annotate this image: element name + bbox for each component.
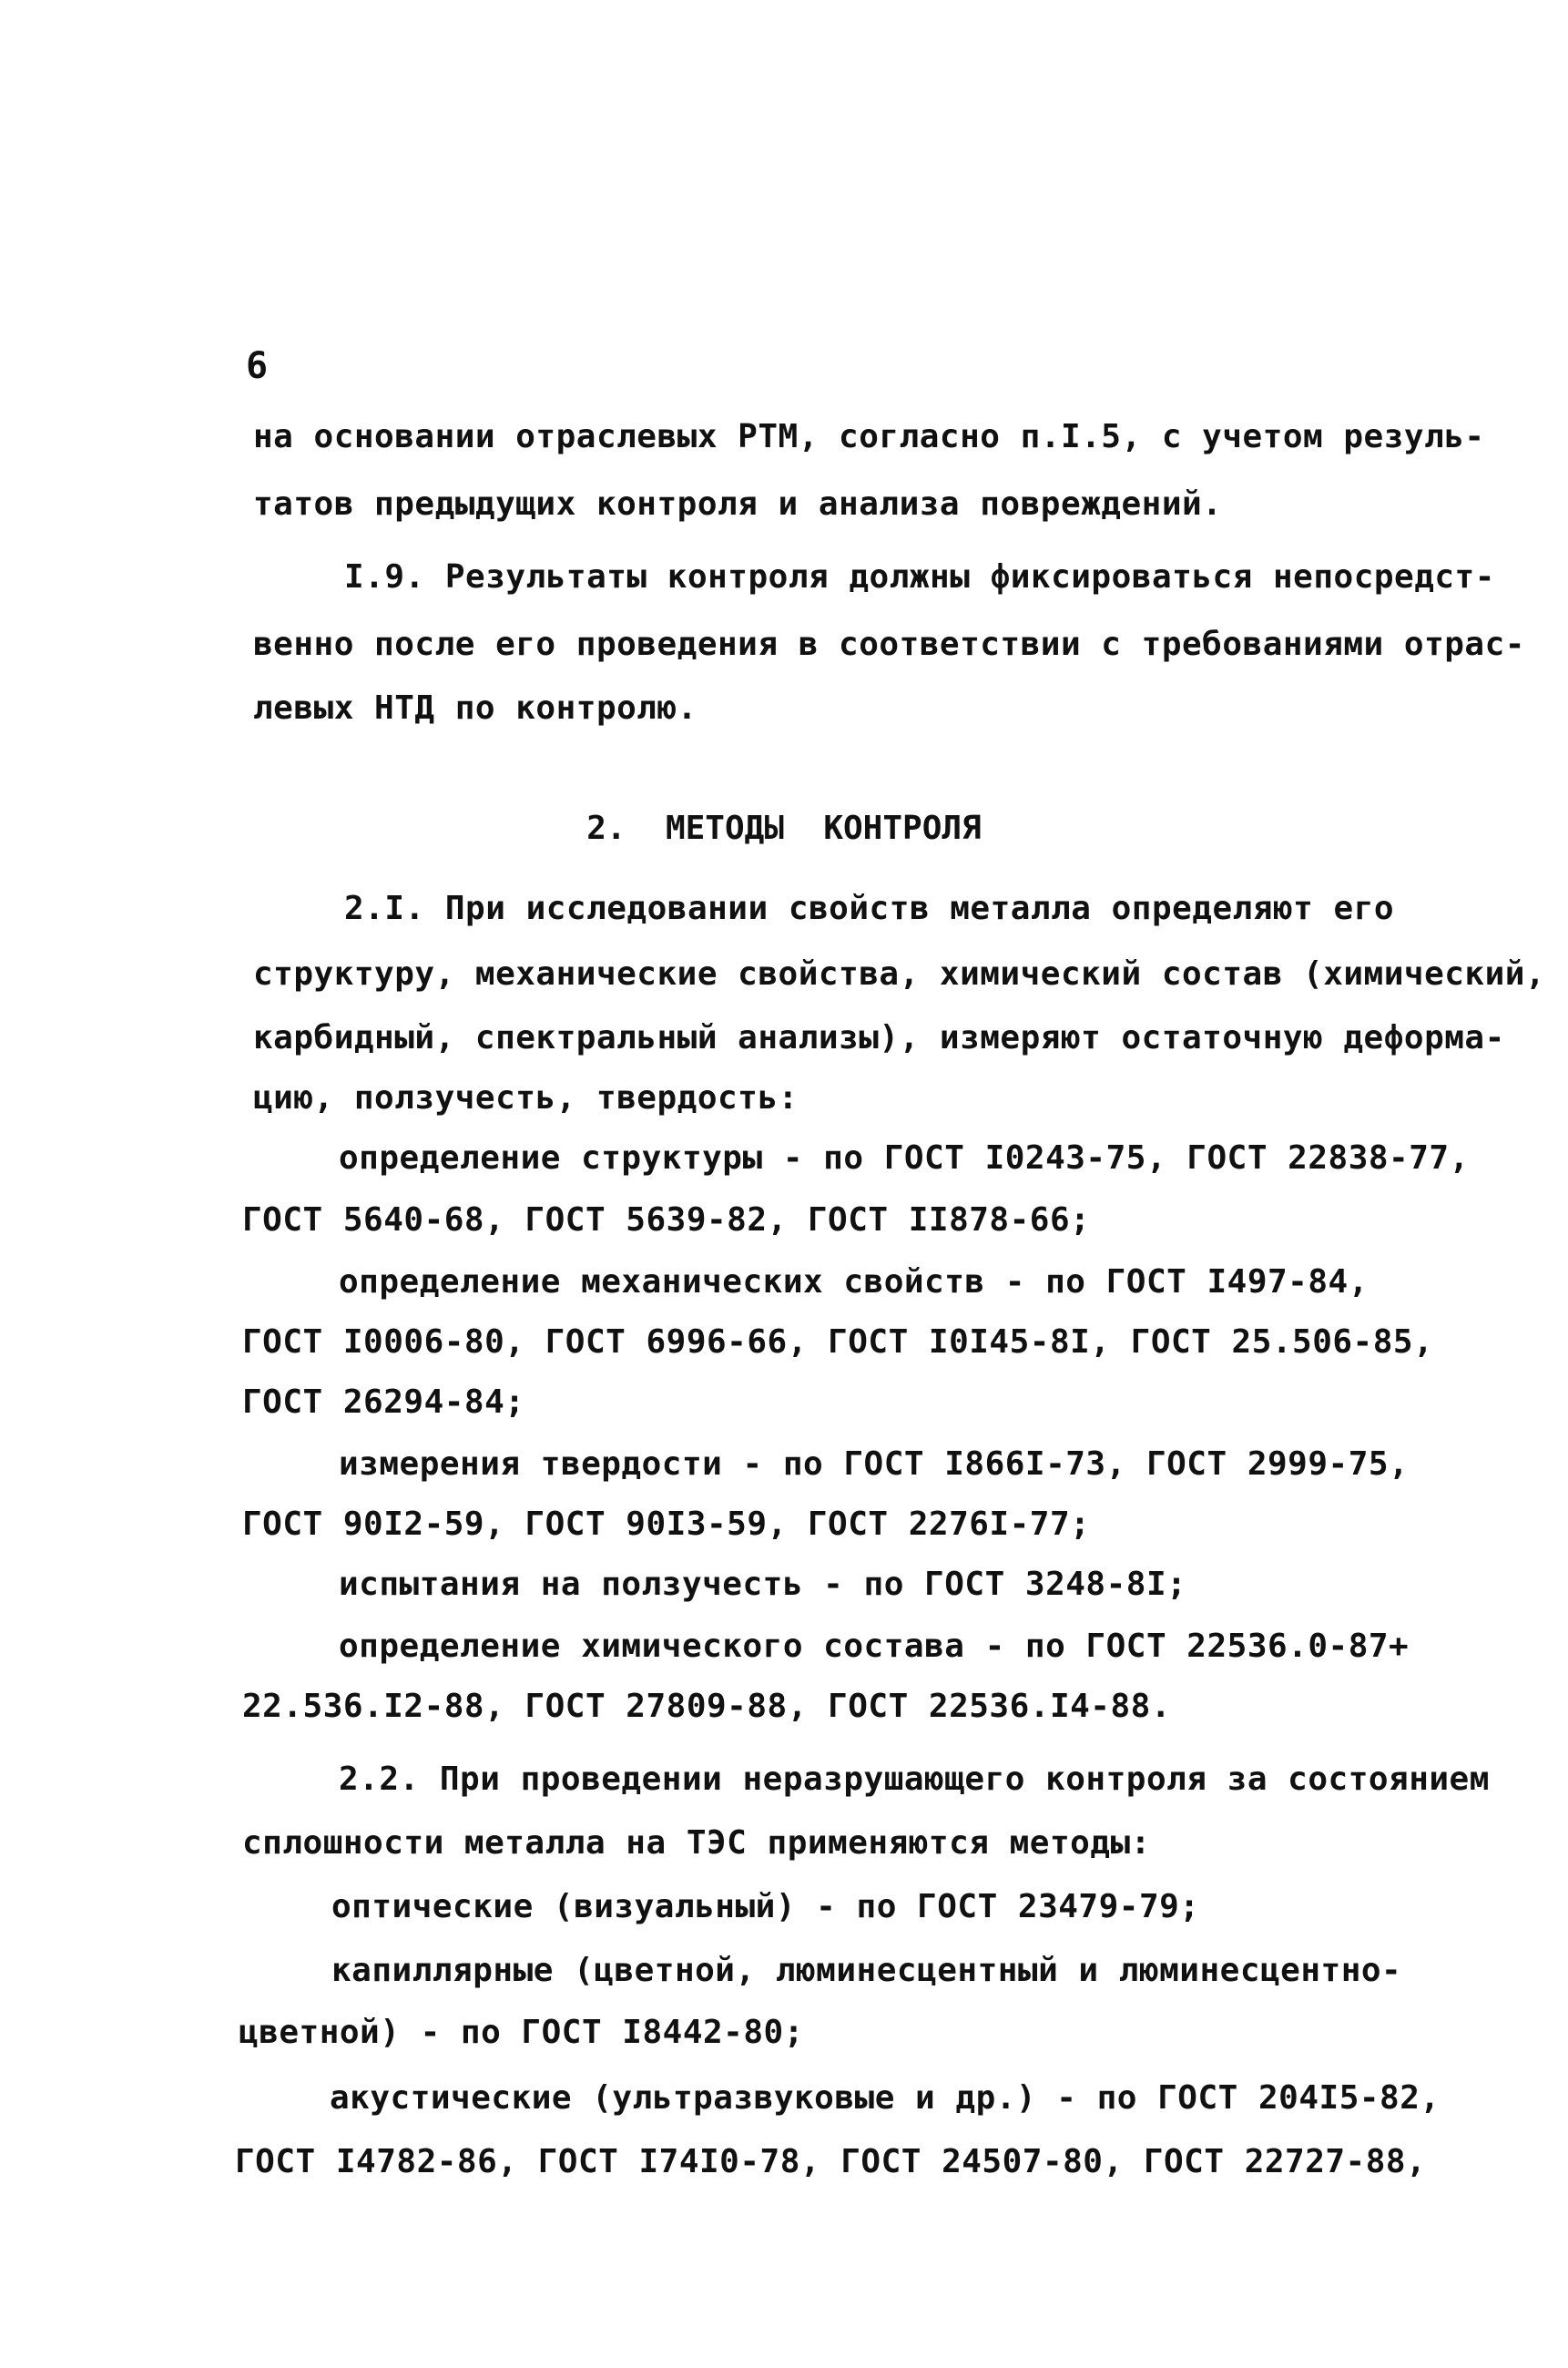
text-line: карбидный, спектральный анализы), измеряют остаточную деформа-	[253, 1019, 1505, 1056]
text-line: цию, ползучесть, твердость:	[253, 1079, 799, 1117]
text-line: на основании отраслевых РТМ, согласно п.I.5, с учетом резуль-	[253, 418, 1485, 455]
text-line: ГОСТ I0006-80, ГОСТ 6996-66, ГОСТ I0I45-8I, ГОСТ 25.506-85,	[242, 1323, 1434, 1361]
text-line: ГОСТ 5640-68, ГОСТ 5639-82, ГОСТ II878-66;	[242, 1201, 1091, 1239]
text-line: татов предыдущих контроля и анализа повреждений.	[253, 485, 1223, 523]
text-line: сплошности металла на ТЭС применяются методы:	[242, 1824, 1151, 1862]
list-item-line: испытания на ползучесть - по ГОСТ 3248-8I;	[339, 1566, 1187, 1603]
list-item-line: оптические (визуальный) - по ГОСТ 23479-79;	[331, 1888, 1200, 1925]
text-line: ГОСТ I4782-86, ГОСТ I74I0-78, ГОСТ 24507-80, ГОСТ 22727-88,	[235, 2143, 1427, 2180]
text-line: структуру, механические свойства, химический состав (химический,	[253, 955, 1546, 993]
section-heading: 2. МЕТОДЫ КОНТРОЛЯ	[586, 810, 982, 847]
page-number: 6	[246, 345, 269, 387]
paragraph-1-9-line: I.9. Результаты контроля должны фиксироваться непосредст-	[344, 558, 1495, 596]
paragraph-2-2-line: 2.2. При проведении неразрушающего контроля за состоянием	[339, 1761, 1490, 1798]
text-line: венно после его проведения в соответствии с требованиями отрас-	[253, 626, 1525, 663]
text-line: ГОСТ 90I2-59, ГОСТ 90I3-59, ГОСТ 2276I-77;	[242, 1506, 1091, 1543]
list-item-line: определение химического состава - по ГОСТ 22536.0-87+	[339, 1628, 1410, 1665]
text-line: цветной) - по ГОСТ I8442-80;	[239, 2014, 804, 2051]
list-item-line: определение механических свойств - по ГОСТ I497-84,	[339, 1263, 1369, 1301]
list-item-line: измерения твердости - по ГОСТ I866I-73, ГОСТ 2999-75,	[339, 1445, 1410, 1483]
paragraph-2-1-line: 2.I. При исследовании свойств металла определяют его	[344, 890, 1395, 927]
text-line: левых НТД по контролю.	[253, 689, 697, 727]
list-item-line: акустические (ультразвуковые и др.) - по ГОСТ 204I5-82,	[330, 2079, 1441, 2117]
list-item-line: определение структуры - по ГОСТ I0243-75, ГОСТ 22838-77,	[339, 1139, 1470, 1177]
text-line: ГОСТ 26294-84;	[242, 1383, 525, 1421]
text-line: 22.536.I2-88, ГОСТ 27809-88, ГОСТ 22536.I4-88.	[242, 1688, 1171, 1725]
list-item-line: капиллярные (цветной, люминесцентный и люминесцентно-	[331, 1952, 1402, 1989]
